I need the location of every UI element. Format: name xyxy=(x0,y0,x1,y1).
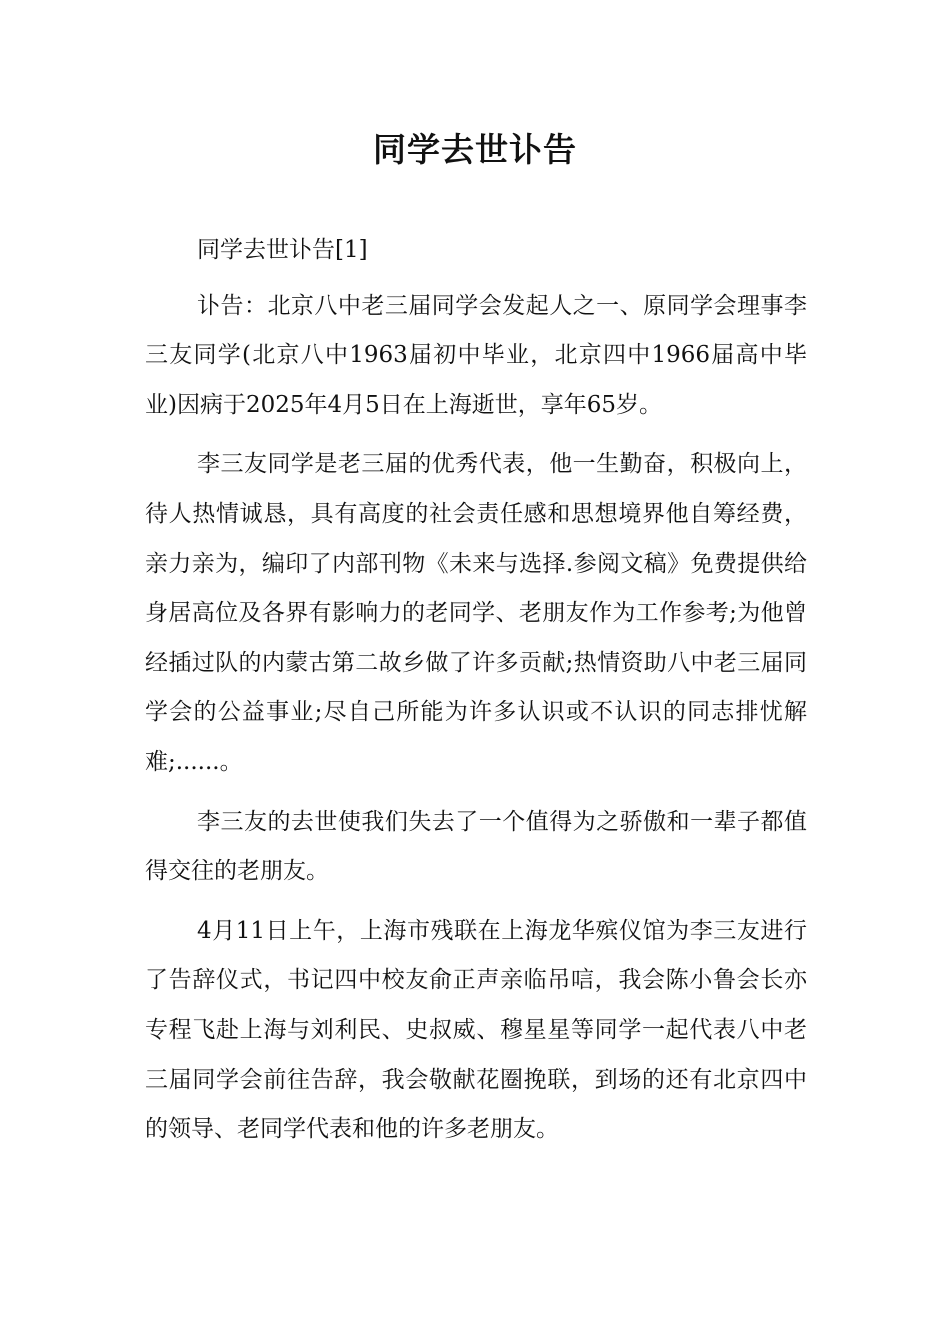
paragraph-ceremony: 4月11日上午，上海市残联在上海龙华殡仪馆为李三友进行了告辞仪式，书记四中校友俞正声亲临吊唁，我会陈小鲁会长亦专程飞赴上海与刘利民、史叔威、穆星星等同学一起代表八中老三届同学会前往告辞，我会敬献花圈挽联，到场的还有北京四中的领导、老同学代表和他的许多老朋友。 xyxy=(145,917,807,1143)
paragraph-biography: 李三友同学是老三届的优秀代表，他一生勤奋，积极向上，待人热情诚恳，具有高度的社会责任感和思想境界他自筹经费，亲力亲为，编印了内部刊物《未来与选择.参阅文稿》免费提供给身居高位及各界有影响力的老同学、老朋友作为工作参考;为他曾经插过队的内蒙古第二故乡做了许多贡献;热情资助八中老三届同学会的公益事业;尽自己所能为许多认识或不认识的同志排忧解难;......。 xyxy=(145,451,807,775)
paragraph-loss: 李三友的去世使我们失去了一个值得为之骄傲和一辈子都值得交往的老朋友。 xyxy=(145,808,807,885)
paragraph-announcement: 讣告：北京八中老三届同学会发起人之一、原同学会理事李三友同学(北京八中1963届初中毕业，北京四中1966届高中毕业)因病于2025年4月5日在上海逝世，享年65岁。 xyxy=(145,292,807,418)
paragraph-subtitle: 同学去世讣告[1] xyxy=(197,237,368,263)
document-body xyxy=(145,226,807,1165)
document-title: 同学去世讣告 xyxy=(373,130,577,169)
